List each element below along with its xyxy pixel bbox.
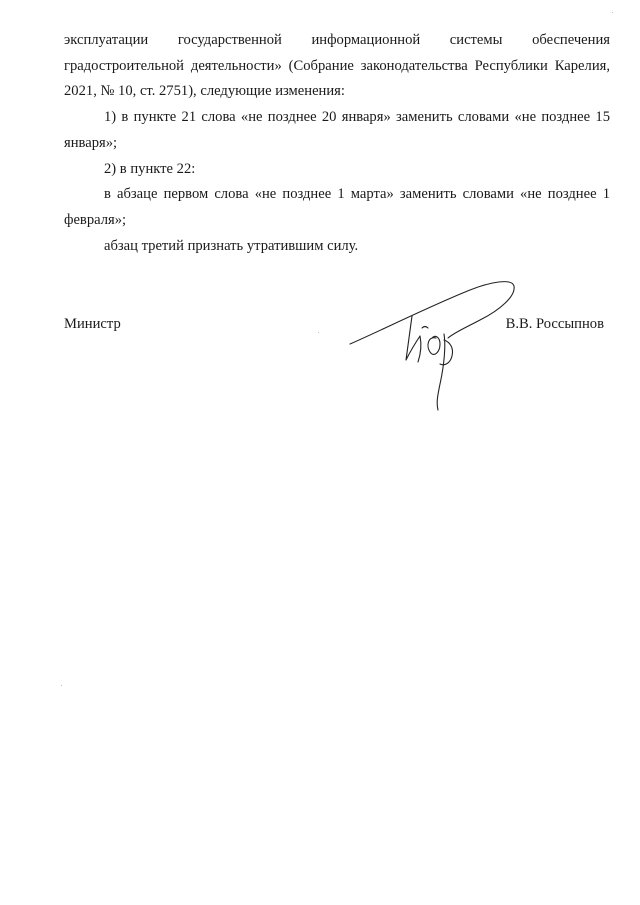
scan-speck [318, 332, 319, 333]
signature-block [64, 314, 610, 338]
document-body [64, 28, 610, 259]
paragraph-continuation: эксплуатации государственной информационной системы обеспечения градостроительной деятельности» (Собрание законодательства Республики Карелия, 2021, № 10, ст. 2751), следующие изменения: [64, 32, 610, 100]
paragraph-subitem-third: абзац третий признать утратившим силу. [104, 237, 359, 254]
scan-speck [612, 12, 613, 13]
signer-title: Министр [64, 316, 121, 332]
paragraph-item-1: 1) в пункте 21 слова «не позднее 20 января» заменить словами «не позднее 15 января»; [64, 109, 610, 151]
paragraph-item-2: 2) в пункте 22: [104, 160, 196, 177]
paragraph-subitem-first: в абзаце первом слова «не позднее 1 марта» заменить словами «не позднее 1 февраля»; [64, 186, 610, 228]
handwritten-signature [340, 276, 525, 416]
scan-speck [61, 685, 62, 686]
signer-name: В.В. Россыпнов [505, 316, 604, 332]
